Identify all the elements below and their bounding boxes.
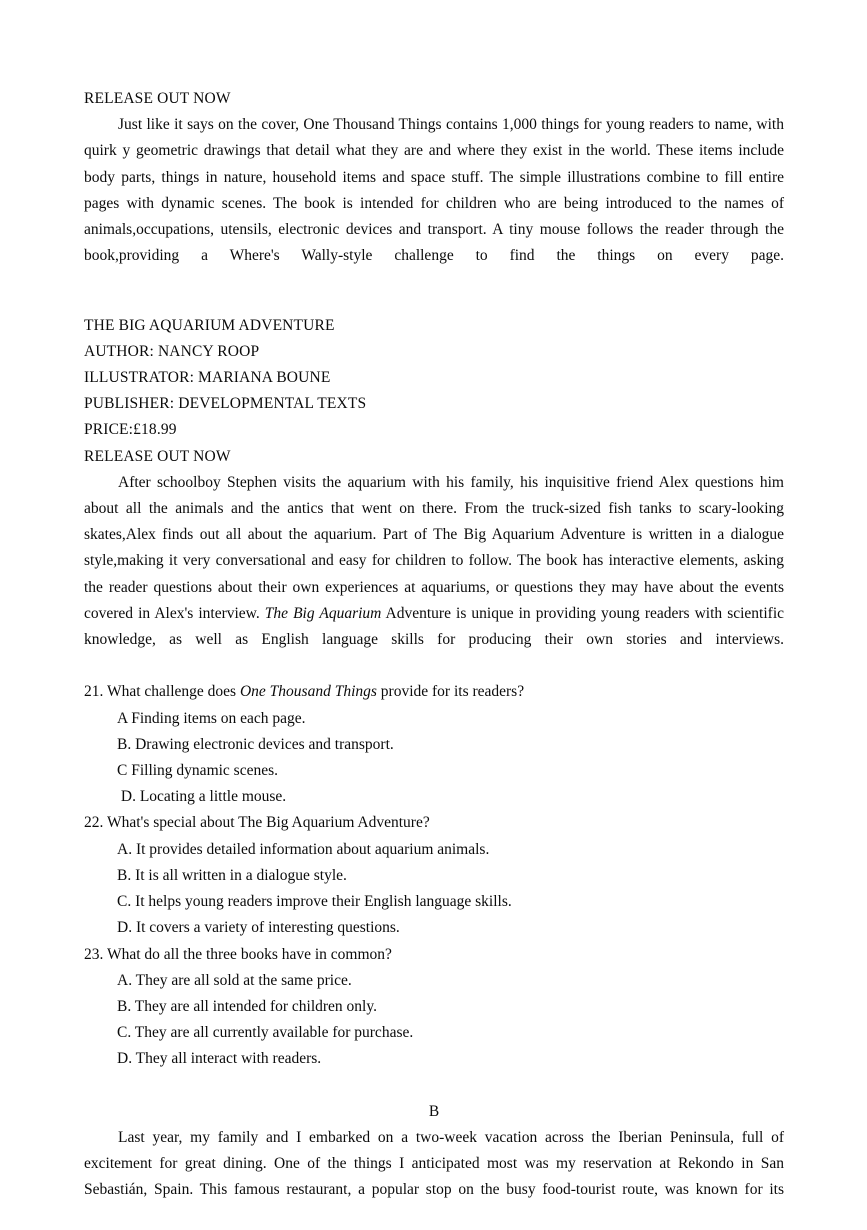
spacer-before-section-b <box>84 1073 784 1099</box>
book-two-release-label: RELEASE OUT NOW <box>84 447 231 465</box>
question-21-option-c[interactable]: C Filling dynamic scenes. <box>117 762 279 780</box>
question-22-option-a[interactable]: A. It provides detailed information about aquarium animals. <box>117 840 490 858</box>
book-one-paragraph: Just like it says on the cover, One Thousand Things contains 1,000 things for young readers to name, with quirk y geometric drawings that detail what they are and where they exist in the world. These items include body parts, things in nature, household items and space stuff. The simple illustrations combine to fill entire pages with dynamic scenes. The book is intended for children who are being introduced to the names of animals,occupations, utensils, electronic devices and transport. A tiny mouse follows the reader through the book,providing a Where's Wally-style challenge to find the things on every page. <box>84 116 784 265</box>
question-23-option-a[interactable]: A. They are all sold at the same price. <box>117 971 352 989</box>
section-b-letter: B <box>428 1102 440 1120</box>
question-23-option-d[interactable]: D. They all interact with readers. <box>117 1050 322 1068</box>
book-two-illustrator: ILLUSTRATOR: MARIANA BOUNE <box>84 369 331 387</box>
question-21-italic-title: One Thousand Things <box>239 683 377 701</box>
book-two-author: AUTHOR: NANCY ROOP <box>84 342 260 360</box>
spacer-after-book-one <box>84 296 784 313</box>
question-23-option-c[interactable]: C. They are all currently available for purchase. <box>117 1024 414 1042</box>
question-21-option-b[interactable]: B. Drawing electronic devices and transport. <box>117 735 394 753</box>
book-two-italic-title: The Big Aquarium <box>264 604 382 622</box>
book-two-title: THE BIG AQUARIUM ADVENTURE <box>84 316 335 334</box>
book-two-publisher: PUBLISHER: DEVELOPMENTAL TEXTS <box>84 395 367 413</box>
book-two-metadata <box>84 313 784 470</box>
question-21-stem <box>84 679 784 705</box>
question-21-stem-lead: 21. What challenge does <box>84 683 240 701</box>
question-21-option-d[interactable]: D. Locating a little mouse. <box>117 788 287 806</box>
book-two-paragraph-after: Adventure is unique in providing young readers with scientific knowledge, as well as English language skills for producing their own stories and interviews. <box>84 604 785 649</box>
question-block-22 <box>84 810 784 941</box>
question-22-option-c[interactable]: C. It helps young readers improve their English language skills. <box>117 893 512 911</box>
question-block-23 <box>84 942 784 1073</box>
section-b-paragraph: Last year, my family and I embarked on a two-week vacation across the Iberian Peninsula, full of excitement for great dining. One of the things I anticipated most was my reservation at Rekondo in San Sebastián, Spain. This famous restaurant, a popular stop on the busy food-tourist route, was known for its <box>84 1128 784 1199</box>
question-22-stem: 22. What's special about The Big Aquarium Adventure? <box>84 814 430 832</box>
question-21-option-a[interactable]: A Finding items on each page. <box>117 709 306 727</box>
question-23-stem: 23. What do all the three books have in common? <box>84 945 392 963</box>
question-21-stem-tail: provide for its readers? <box>376 683 525 701</box>
question-22-option-d[interactable]: D. It covers a variety of interesting questions. <box>117 919 400 937</box>
book-two-paragraph-before: After schoolboy Stephen visits the aquarium with his family, his inquisitive friend Alex questions him about all the animals and the antics that went on there. From the truck-sized fish tanks to scary-looking skates,Alex finds out all about the aquarium. Part of The Big Aquarium Adventure is written in a dialogue style,making it very conversational and easy for children to follow. The book has interactive elements, asking the reader questions about their own experiences at aquariums, or questions they may have about the events covered in Alex's interview. <box>84 473 784 622</box>
book-one-release-label: RELEASE OUT NOW <box>84 90 231 107</box>
book-two-price: PRICE:£18.99 <box>84 421 177 439</box>
book-two-paragraph <box>84 470 784 680</box>
question-23-option-b[interactable]: B. They are all intended for children only. <box>117 997 377 1015</box>
question-block-21 <box>84 679 784 810</box>
text-column <box>84 86 784 1230</box>
question-22-option-b[interactable]: B. It is all written in a dialogue style. <box>117 866 347 884</box>
